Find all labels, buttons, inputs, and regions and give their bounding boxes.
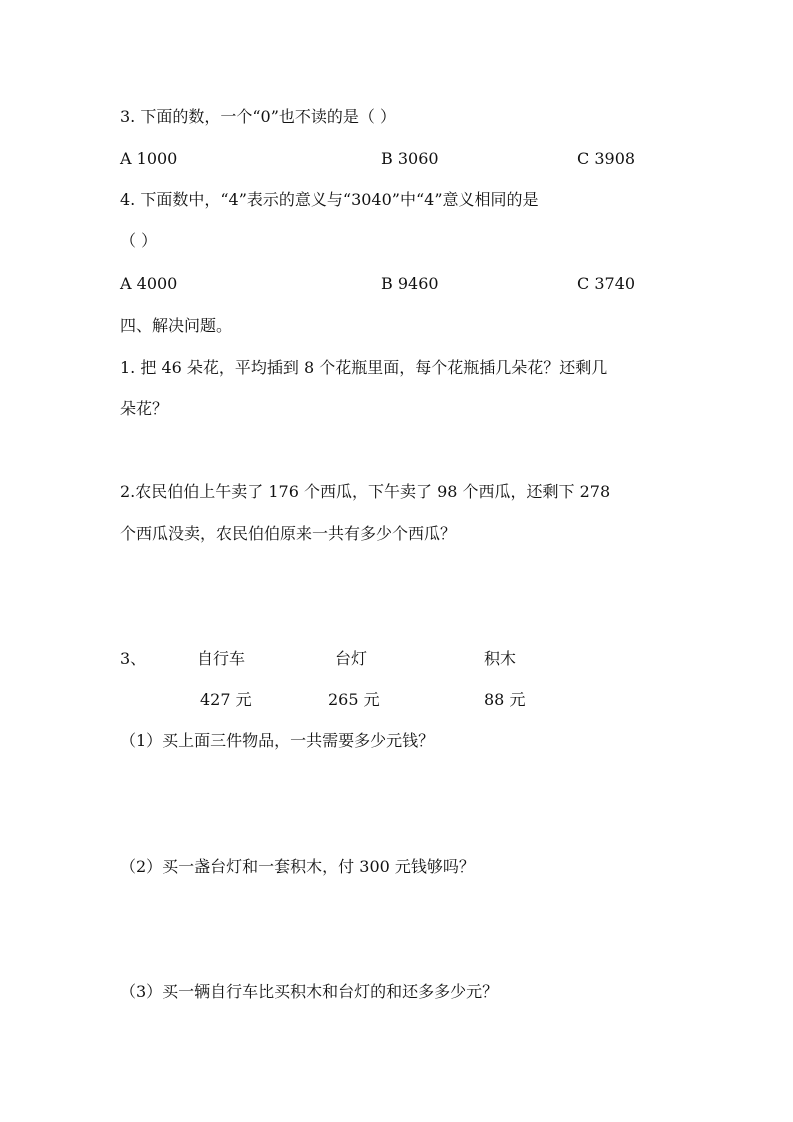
- item-name-blocks: 积木: [484, 649, 517, 668]
- problem-1-line-2: 朵花？: [120, 399, 169, 418]
- problem-1-line-1: 1. 把 46 朵花，平均插到 8 个花瓶里面，每个花瓶插几朵花？还剩几: [120, 358, 608, 377]
- item-price-bicycle: 427 元: [200, 690, 252, 709]
- question-4-option-c: C 3740: [577, 274, 636, 293]
- item-name-bicycle: 自行车: [197, 649, 246, 668]
- problem-2-line-1: 2.农民伯伯上午卖了 176 个西瓜，下午卖了 98 个西瓜，还剩下 278: [120, 482, 611, 501]
- problem-3-sub-question-1: （1）买上面三件物品，一共需要多少元钱？: [120, 731, 435, 750]
- question-4-stem: 4. 下面数中，“4”表示的意义与“3040”中“4”意义相同的是: [120, 190, 539, 209]
- problem-2-line-2: 个西瓜没卖，农民伯伯原来一共有多少个西瓜？: [120, 524, 457, 543]
- problem-3-sub-question-3: （3）买一辆自行车比买积木和台灯的和还多多少元？: [120, 982, 499, 1001]
- problem-3-sub-question-2: （2）买一盏台灯和一套积木，付 300 元钱够吗？: [120, 857, 475, 876]
- item-price-lamp: 265 元: [328, 690, 380, 709]
- question-4-option-b: B 9460: [381, 274, 439, 293]
- question-3-stem: 3. 下面的数，一个“0”也不读的是（ ）: [120, 107, 396, 126]
- question-3-option-b: B 3060: [381, 149, 439, 168]
- question-4-option-a: A 4000: [120, 274, 178, 293]
- section-4-heading: 四、解决问题。: [120, 316, 233, 335]
- item-price-blocks: 88 元: [484, 690, 526, 709]
- question-3-option-a: A 1000: [120, 149, 178, 168]
- question-3-option-c: C 3908: [577, 149, 636, 168]
- question-4-blank: （ ）: [120, 231, 158, 250]
- problem-3-number: 3、: [120, 649, 147, 668]
- item-name-lamp: 台灯: [335, 649, 368, 668]
